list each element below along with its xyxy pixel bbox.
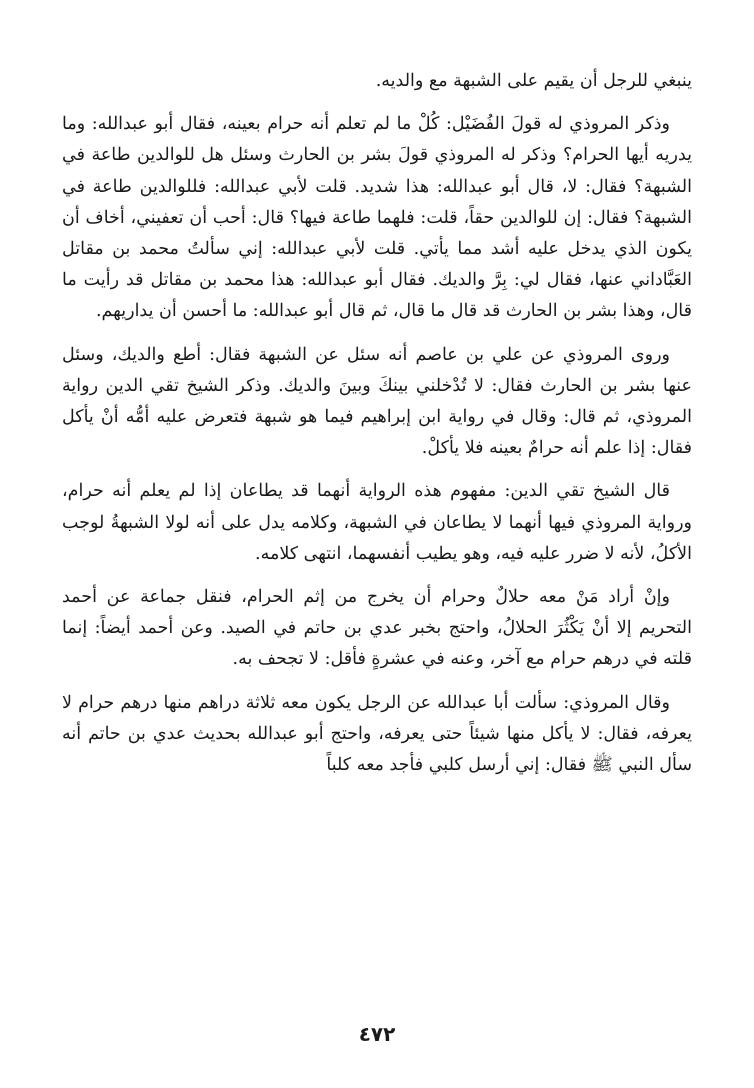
paragraph-gap xyxy=(62,676,692,688)
paragraph-gap xyxy=(62,328,692,340)
paragraph-1: ينبغي للرجل أن يقيم على الشبهة مع والديه. xyxy=(375,71,692,91)
paragraph-gap xyxy=(62,464,692,476)
paragraph-4: قال الشيخ تقي الدين: مفهوم هذه الرواية أنهما قد يطاعان إذا لم يعلم أنه حرام، ورواية المروذي فيها أنهما لا يطاعان في الشبهة، وكلامه يدل على أنه لولا الشبهةُ لوجب الأكلُ، لأنه لا ضرر عليه فيه، وهو يطيب أنفسهما، انتهى كلامه. xyxy=(62,481,692,564)
paragraph-5: وإنْ أراد مَنْ معه حلالٌ وحرام أن يخرج من إثم الحرام، فنقل جماعة عن أحمد التحريم إلا أنْ يَكْثُرَ الحلالُ، واحتج بخبر عدي بن حاتم في الصيد. وعن أحمد أيضاً: إنما قلته في درهم حرام مع آخر، وعنه في عشرةٍ فأقل: لا تجحف به. xyxy=(62,587,692,670)
paragraph-2: وذكر المروذي له قولَ الفُضَيْل: كُلْ ما لم تعلم أنه حرام بعينه، فقال أبو عبدالله: وما يدريه أيها الحرام؟ وذكر له المروذي قولَ بشر بن الحارث وسئل هل للوالدين طاعة في الشبهة؟ فقال: لا، قال أبو عبدالله: هذا شديد. قلت لأبي عبدالله: فللوالدين طاعة في الشبهة؟ فقال: إن للوالدين حقاً، قلت: فلهما طاعة فيها؟ قال: أحب أن تعفيني، أخاف أن يكون الذي يدخل عليه أشد مما يأتي. قلت لأبي عبدالله: إني سألتُ محمد بن مقاتل العَبَّاداني عنها، فقال لي: بِرَّ والديك. فقال أبو عبدالله: هذا محمد بن مقاتل قد رأيت ما قال، وهذا بشر بن الحارث قد قال ما قال، ثم قال أبو عبدالله: ما أحسن أن يداريهم. xyxy=(62,114,692,322)
page-number: ٤٧٢ xyxy=(358,1022,396,1046)
paragraph-gap xyxy=(62,570,692,582)
paragraph-3: وروى المروذي عن علي بن عاصم أنه سئل عن الشبهة فقال: أطع والديك، وسئل عنها بشر بن الحارث فقال: لا تُدْخلني بينكَ وبينَ والديك. وذكر الشيخ تقي الدين رواية المروذي، ثم قال: وقال في رواية ابن إبراهيم فيما هو شبهة فتعرض عليه أمُّه أنْ يأكل فقال: إذا علم أنه حرامٌ بعينه فلا يأكلْ. xyxy=(62,344,692,459)
paragraph-6: وقال المروذي: سألت أبا عبدالله عن الرجل يكون معه ثلاثة دراهم منها درهم حرام لا يعرفه، فقال: لا يأكل منها شيئاً حتى يعرفه، واحتج أبو عبدالله بحديث عدي بن حاتم أنه سأل النبي ﷺ فقال: إني أرسل كلبي فأجد معه كلباً xyxy=(62,692,692,776)
page-body xyxy=(62,66,692,781)
paragraph-gap xyxy=(62,97,692,109)
